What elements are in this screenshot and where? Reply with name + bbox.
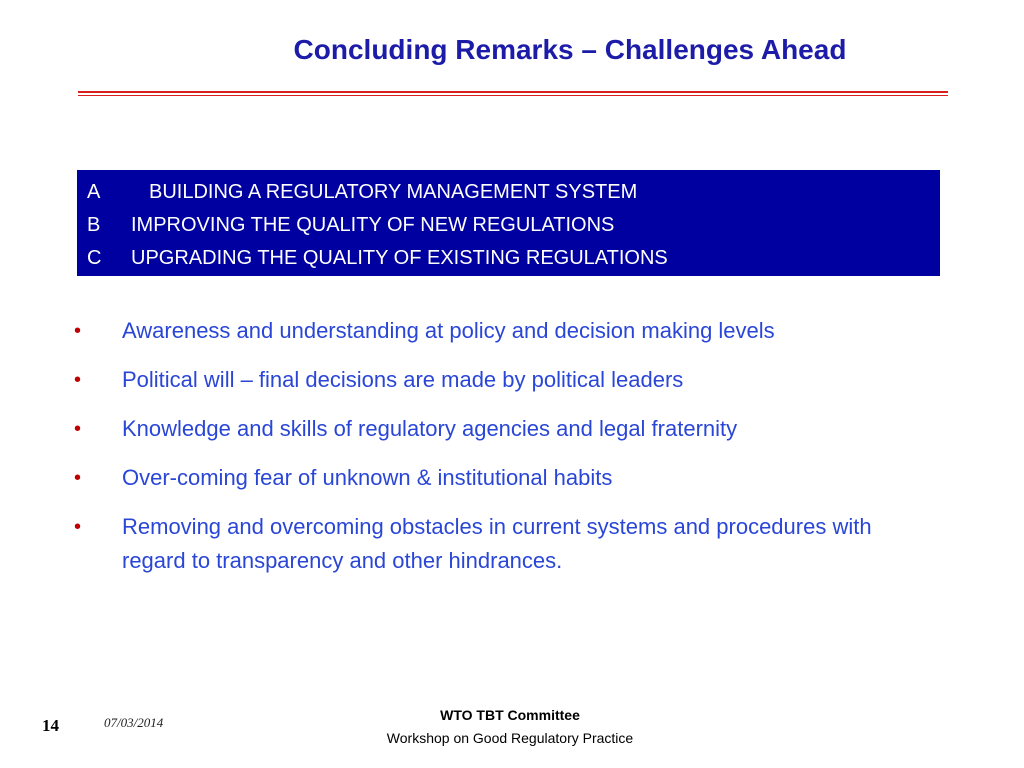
box-item-text: IMPROVING THE QUALITY OF NEW REGULATIONS xyxy=(131,214,615,236)
list-item xyxy=(70,510,910,578)
box-item-c xyxy=(87,242,940,275)
box-item-b xyxy=(87,209,940,242)
bullet-text: Over-coming fear of unknown & institutional habits xyxy=(122,465,613,490)
footer-event: Workshop on Good Regulatory Practice xyxy=(386,730,634,746)
list-item xyxy=(70,412,910,446)
list-item xyxy=(70,314,910,348)
box-item-letter: B xyxy=(87,214,101,236)
bullet-list xyxy=(70,314,910,593)
box-item-letter: C xyxy=(87,247,102,269)
bullet-text: Removing and overcoming obstacles in current systems and procedures with regard to transparency and other hindrances. xyxy=(122,514,872,573)
bullet-text: Awareness and understanding at policy and decision making levels xyxy=(122,318,775,343)
page-number: 14 xyxy=(42,716,59,735)
bullet-icon: • xyxy=(74,320,82,342)
bullet-icon: • xyxy=(74,369,82,391)
title-rule-bottom xyxy=(78,95,948,96)
footer-date: 07/03/2014 xyxy=(104,715,164,730)
list-item xyxy=(70,363,910,397)
box-item-letter: A xyxy=(87,181,101,203)
box-item-text: BUILDING A REGULATORY MANAGEMENT SYSTEM xyxy=(149,181,638,203)
footer-organization: WTO TBT Committee xyxy=(440,707,580,723)
bullet-icon: • xyxy=(74,418,82,440)
bullet-text: Knowledge and skills of regulatory agencies and legal fraternity xyxy=(122,416,738,441)
bullet-icon: • xyxy=(74,516,82,538)
bullet-icon: • xyxy=(74,467,82,489)
box-item-text: UPGRADING THE QUALITY OF EXISTING REGULATIONS xyxy=(131,247,668,269)
list-item xyxy=(70,461,910,495)
bullet-text: Political will – final decisions are made by political leaders xyxy=(122,367,684,392)
box-item-a xyxy=(87,176,940,209)
title-rule-top xyxy=(78,91,948,93)
challenges-box xyxy=(77,170,940,276)
slide-title: Concluding Remarks – Challenges Ahead xyxy=(293,34,847,65)
